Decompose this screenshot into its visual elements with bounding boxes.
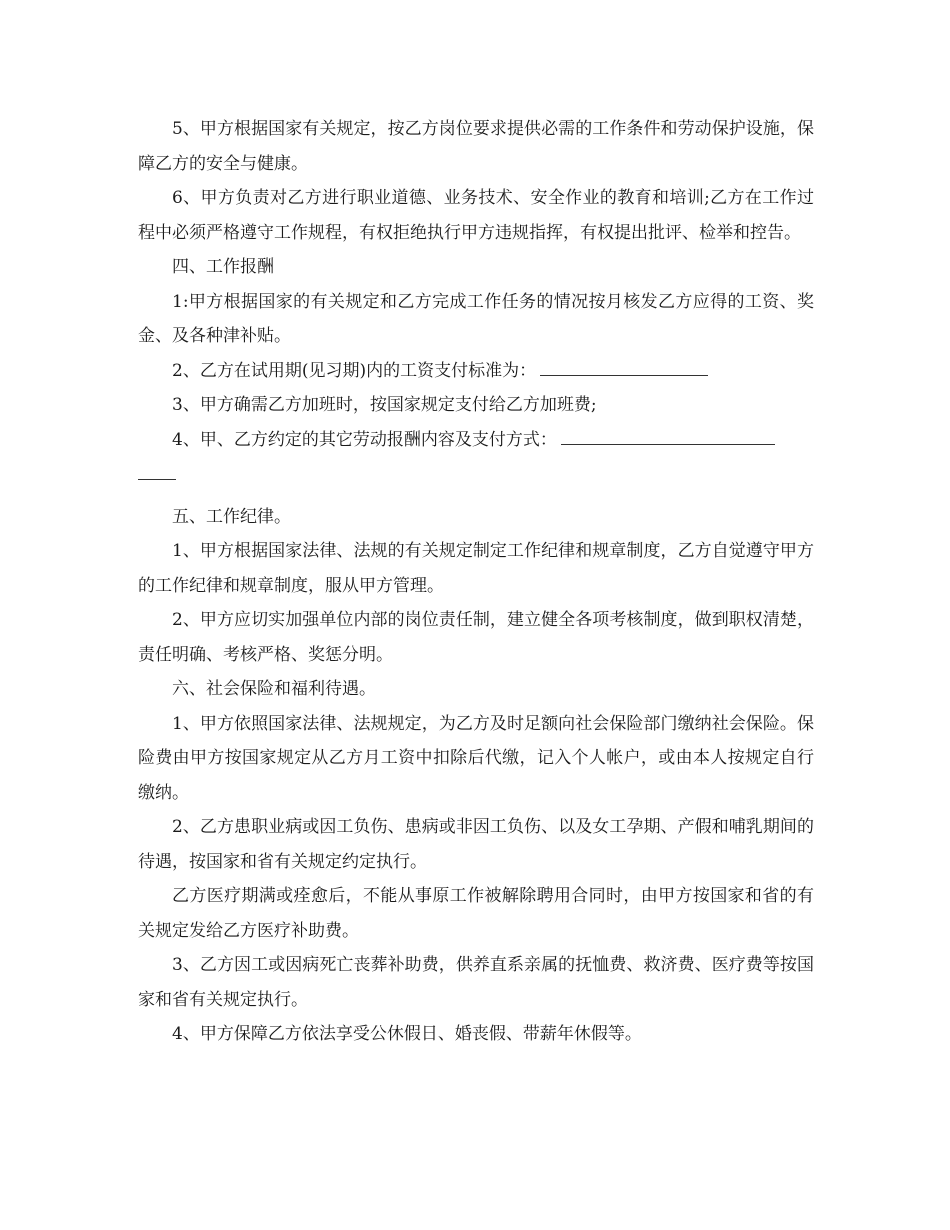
section-heading-discipline: 五、工作纪律。: [172, 506, 291, 527]
wage-clause-4-text: 4、甲、乙方约定的其它劳动报酬内容及支付方式：: [172, 429, 557, 450]
insurance-clause-2-supplement: 乙方医疗期满或痊愈后，不能从事原工作被解除聘用合同时，由甲方按国家和省的有关规定发给乙方医疗补助费。: [138, 886, 814, 941]
insurance-clause-1: 1、甲方依照国家法律、法规规定，为乙方及时足额向社会保险部门缴纳社会保险。保险费由甲方按国家规定从乙方月工资中扣除后代缴，记入个人帐户，或由本人按规定自行缴纳。: [138, 713, 814, 803]
wage-clause-2: [138, 354, 814, 389]
discipline-clause-1: 1、甲方根据国家法律、法规的有关规定制定工作纪律和规章制度，乙方自觉遵守甲方的工作纪律和规章制度，服从甲方管理。: [138, 541, 814, 596]
insurance-clause-4: 4、甲方保障乙方依法享受公休假日、婚丧假、带薪年休假等。: [172, 1024, 642, 1044]
discipline-clause-2: 2、甲方应切实加强单位内部的岗位责任制，建立健全各项考核制度，做到职权清楚，责任明确、考核严格、奖惩分明。: [138, 610, 814, 665]
wage-clause-4: [138, 423, 814, 458]
clause-5: 5、甲方根据国家有关规定，按乙方岗位要求提供必需的工作条件和劳动保护设施，保障乙方的安全与健康。: [138, 119, 814, 174]
section-heading-insurance: 六、社会保险和福利待遇。: [172, 679, 376, 699]
section-heading-remuneration: 四、工作报酬: [172, 257, 274, 277]
wage-clause-3: 3、甲方确需乙方加班时，按国家规定支付给乙方加班费;: [172, 395, 597, 415]
clause-6: 6、甲方负责对乙方进行职业道德、业务技术、安全作业的教育和培训;乙方在工作过程中必须严格遵守工作规程，有权拒绝执行甲方违规指挥，有权提出批评、检举和控告。: [138, 188, 814, 243]
insurance-clause-3: 3、乙方因工或因病死亡丧葬补助费，供养直系亲属的抚恤费、救济费、医疗费等按国家和省有关规定执行。: [138, 955, 814, 1010]
fill-in-blank-continuation[interactable]: [138, 457, 176, 492]
fill-in-blank-other-remuneration[interactable]: [561, 426, 775, 445]
wage-clause-2-text: 2、乙方在试用期(见习期)内的工资支付标准为：: [172, 360, 537, 381]
fill-in-blank-probation-wage[interactable]: [540, 357, 708, 376]
insurance-clause-2: 2、乙方患职业病或因工负伤、患病或非因工负伤、以及女工孕期、产假和哺乳期间的待遇，按国家和省有关规定约定执行。: [138, 817, 814, 872]
document-page: [138, 112, 814, 1052]
wage-clause-1: 1:甲方根据国家的有关规定和乙方完成工作任务的情况按月核发乙方应得的工资、奖金、及各种津补贴。: [138, 291, 814, 346]
